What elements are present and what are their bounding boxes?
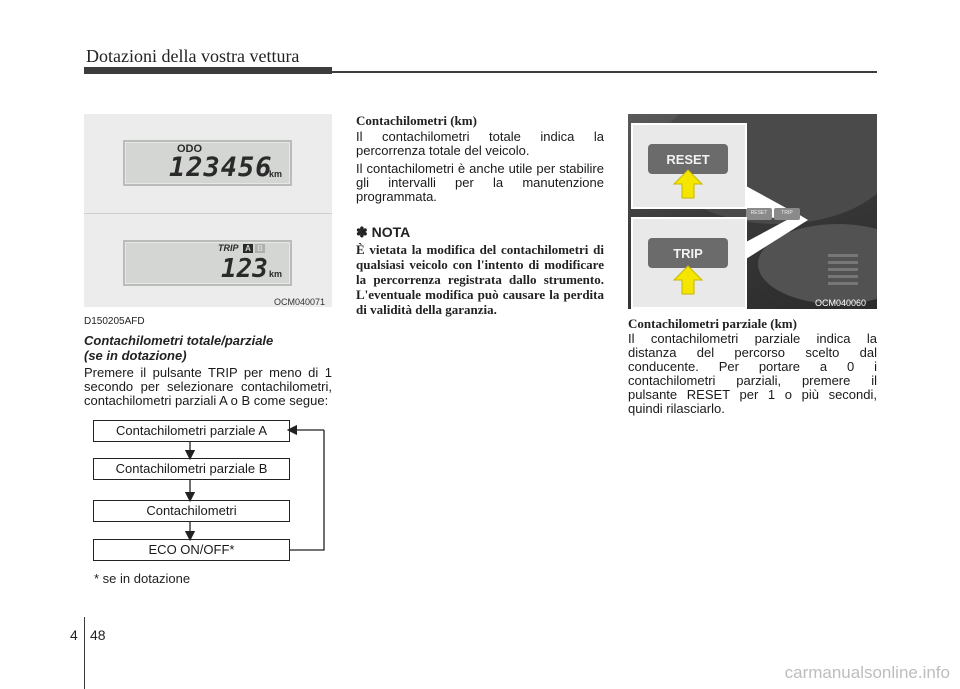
trip-paragraph: Il contachilometri parziale indica la distanza del percorso scelto dal conducente. Per portare a 0 i contachilometri parziali, premere il pulsante RESET per 1 o più secondi, quindi rilasciarlo. <box>628 331 877 416</box>
flow-box-trip-a: Contachilometri parziale A <box>93 420 290 442</box>
trip-button-callout: TRIP <box>673 246 703 261</box>
note-title-text: NOTA <box>371 224 411 240</box>
section-code: D150205AFD <box>84 316 145 327</box>
section-title <box>84 333 273 363</box>
trip-a-indicator: A <box>243 244 253 253</box>
page-divider <box>84 617 85 689</box>
trip-b-indicator: B <box>255 244 265 253</box>
odo-unit: km <box>269 169 283 179</box>
illustration-divider <box>84 213 332 214</box>
reset-trip-photo <box>628 114 877 309</box>
footnote: * se in dotazione <box>94 571 191 586</box>
section-title-line1: Contachilometri totale/parziale <box>84 333 274 348</box>
loop-line <box>290 430 324 550</box>
odometer-para-1: Il contachilometri totale indica la percorrenza totale del veicolo. <box>356 129 604 158</box>
flow-arrows <box>84 410 344 570</box>
trip-heading: Contachilometri parziale (km) <box>628 316 797 331</box>
image-code-left: OCM040071 <box>274 297 326 307</box>
small-reset-label: RESET <box>750 210 768 216</box>
note-star-icon: ✽ <box>356 224 368 240</box>
image-code-right: OCM040060 <box>815 298 867 308</box>
odometer-para-2: Il contachilometri è anche utile per stabilire gli intervalli per la manutenzione programmata. <box>356 161 604 204</box>
page-number: 48 <box>90 627 106 643</box>
header-bar <box>84 67 332 74</box>
note-text: È vietata la modifica del contachilometri di qualsiasi veicolo con l'intento di modificare la percorrenza registrata dallo strumento. L'eventuale modifica può causare la perdita di validità della garanzia. <box>356 242 604 317</box>
flow-box-odometer: Contachilometri <box>93 500 290 522</box>
reset-button-callout: RESET <box>666 152 710 167</box>
page-header-title: Dotazioni della vostra vettura <box>86 46 300 66</box>
chapter-number: 4 <box>70 627 78 643</box>
header-rule <box>332 71 877 73</box>
odo-digits: 123456 <box>169 152 273 183</box>
trip-lcd-display <box>123 240 292 286</box>
section-title-line2: (se in dotazione) <box>84 348 187 363</box>
watermark: carmanualsonline.info <box>784 663 950 682</box>
flow-box-eco: ECO ON/OFF* <box>93 539 290 561</box>
trip-digits: 123 <box>221 254 268 284</box>
trip-instructions: Premere il pulsante TRIP per meno di 1 secondo per selezionare contachilometri, contachilometri parziali A o B come segue: <box>84 365 332 408</box>
odo-label: ODO <box>177 143 203 155</box>
note-title <box>356 224 604 241</box>
odo-lcd-display <box>123 140 292 186</box>
trip-unit: km <box>269 269 283 279</box>
small-trip-label: TRIP <box>781 210 793 216</box>
flow-box-trip-b: Contachilometri parziale B <box>93 458 290 480</box>
trip-label: TRIP <box>218 243 239 253</box>
odometer-heading: Contachilometri (km) <box>356 113 477 128</box>
